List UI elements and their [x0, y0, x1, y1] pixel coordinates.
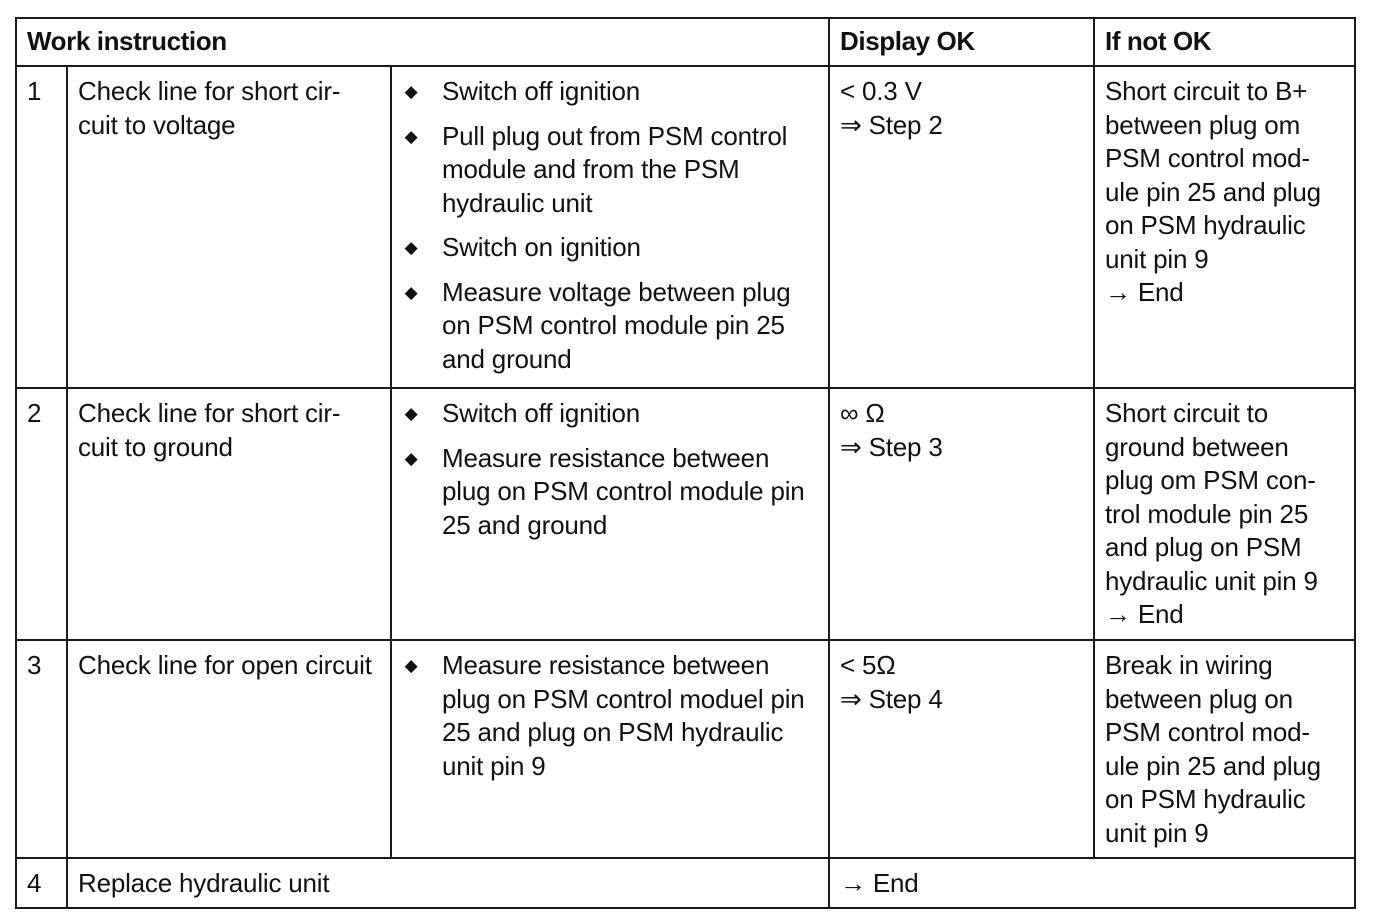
action-text: Measure resistance between plug on PSM control module pin 25 and ground	[442, 442, 805, 540]
action-item	[404, 231, 820, 265]
table-row	[16, 388, 1355, 640]
if-not-ok-value: Break in wiring between plug on PSM control mod- ule pin 25 and plug on PSM hydraulic unit pin 9	[1094, 640, 1355, 858]
header-if-not-ok: If not OK	[1094, 18, 1355, 66]
step-task: Check line for open circuit	[67, 640, 391, 858]
bullet-icon: ◆	[404, 404, 418, 423]
display-ok-value: < 5Ω ⇒ Step 4	[829, 640, 1094, 858]
bullet-icon: ◆	[404, 656, 418, 675]
action-item	[404, 276, 820, 377]
action-list	[404, 75, 820, 376]
header-display-ok: Display OK	[829, 18, 1094, 66]
action-item	[404, 649, 820, 783]
step-number: 1	[16, 66, 67, 388]
action-item	[404, 75, 820, 109]
work-instruction-table	[15, 17, 1356, 909]
step-number: 4	[16, 858, 67, 908]
step-task: Replace hydraulic unit	[67, 858, 829, 908]
table-row	[16, 640, 1355, 858]
action-text: Pull plug out from PSM control module and from the PSM hydraulic unit	[442, 120, 788, 218]
step-number: 2	[16, 388, 67, 640]
bullet-icon: ◆	[404, 448, 418, 468]
step-actions	[391, 388, 829, 640]
action-item	[404, 397, 820, 431]
action-list	[404, 649, 820, 783]
bullet-icon: ◆	[404, 282, 418, 302]
action-text: Measure voltage between plug on PSM control module pin 25 and ground	[442, 276, 791, 374]
action-item	[404, 442, 820, 543]
header-row	[16, 18, 1355, 66]
table-row	[16, 858, 1355, 908]
bullet-icon: ◆	[404, 238, 418, 257]
action-item	[404, 120, 820, 221]
display-ok-value: < 0.3 V ⇒ Step 2	[829, 66, 1094, 388]
display-ok-value: → End	[829, 858, 1355, 908]
action-text: Switch off ignition	[442, 398, 641, 428]
if-not-ok-value: Short circuit to ground between plug om PSM con- trol module pin 25 and plug on PSM hydraulic unit pin 9 → End	[1094, 388, 1355, 640]
step-actions	[391, 66, 829, 388]
bullet-icon: ◆	[404, 126, 418, 146]
action-text: Switch off ignition	[442, 76, 641, 106]
step-task: Check line for short cir- cuit to ground	[67, 388, 391, 640]
table-row	[16, 66, 1355, 388]
action-text: Switch on ignition	[442, 232, 641, 262]
work-instruction-sheet	[15, 17, 1356, 909]
display-ok-value: ∞ Ω ⇒ Step 3	[829, 388, 1094, 640]
step-actions	[391, 640, 829, 858]
step-task: Check line for short cir- cuit to voltage	[67, 66, 391, 388]
bullet-icon: ◆	[404, 82, 418, 101]
if-not-ok-value: Short circuit to B+ between plug om PSM control mod- ule pin 25 and plug on PSM hydraulic unit pin 9 → End	[1094, 66, 1355, 388]
action-list	[404, 397, 820, 542]
header-work-instruction: Work instruction	[16, 18, 829, 66]
step-number: 3	[16, 640, 67, 858]
action-text: Measure resistance between plug on PSM control moduel pin 25 and plug on PSM hydraulic unit pin 9	[442, 650, 805, 781]
